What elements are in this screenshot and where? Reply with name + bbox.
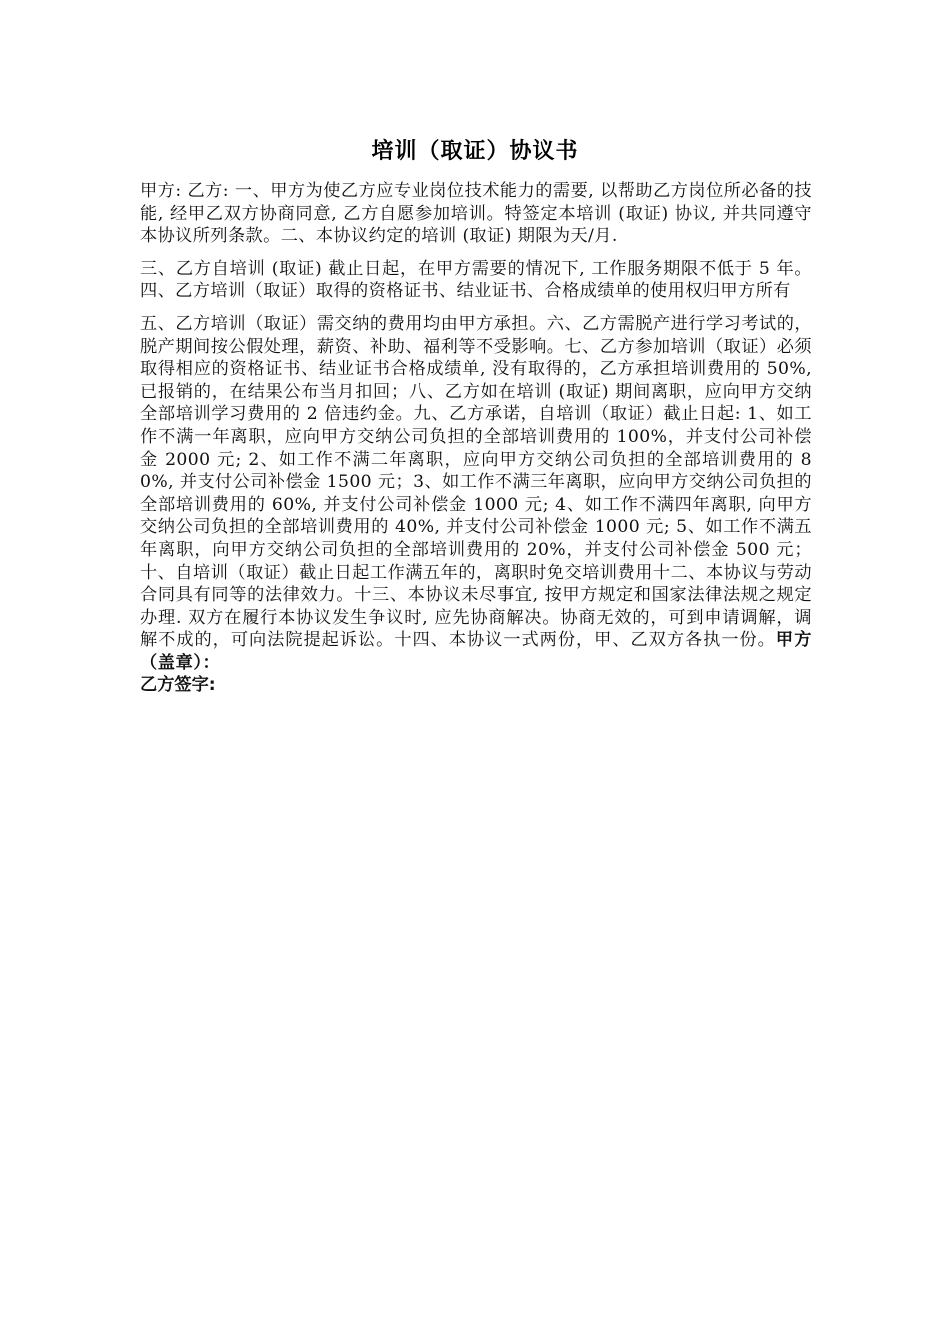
paragraph-3-text: 五、乙方培训（取证）需交纳的费用均由甲方承担。六、乙方需脱产进行学习考试的，脱产期间按公假处理，薪资、补助、福利等不受影响。七、乙方参加培训（取证）必须取得相应的资格证书、结业证书合格成绩单, 没有取得的，乙方承担培训费用的 50%, 已报销的，在结果公布当月扣回；八、乙方如在培训 (取证) 期间离职，应向甲方交纳全部培训学习费用的 2 倍违约金。九、乙方承诺，自培训（取证）截止日起: 1、如工作不满一年离职，应向甲方交纳公司负担的全部培训费用的 100%，并支付公司补偿金 2000 元; 2、如工作不满二年离职，应向甲方交纳公司负担的全部培训费用的 80%, 并支付公司补偿金 1500 元；3、如工作不满三年离职，应向甲方交纳公司负担的全部培训费用的 60%, 并支付公司补偿金 1000 元; 4、如工作不满四年离职, 向甲方交纳公司负担的全部培训费用的 40%, 并支付公司补偿金 1000 元; 5、如工作不满五年离职，向甲方交纳公司负担的全部培训费用的 20%，并支付公司补偿金 500 元；十、自培训（取证）截止日起工作满五年的，离职时免交培训费用十二、本协议与劳动合同具有同等的法律效力。十三、本协议未尽事宜, 按甲方规定和国家法律法规之规定办理. 双方在履行本协议发生争议时, 应先协商解决。协商无效的，可到申请调解，调解不成的，可向法院提起诉讼。十四、本协议一式两份，甲、乙双方各执一份。 xyxy=(140,313,812,651)
document-body xyxy=(140,180,812,697)
party-a-seal-label: 甲方（盖章）： xyxy=(140,630,812,673)
document-title: 培训（取证）协议书 xyxy=(371,139,579,164)
paragraph-3 xyxy=(140,313,812,675)
paragraph-2: 三、乙方自培训 (取证) 截止日起，在甲方需要的情况下, 工作服务期限不低于 5 年。四、乙方培训（取证）取得的资格证书、结业证书、合格成绩单的使用权归甲方所有 xyxy=(140,258,812,302)
paragraph-1: 甲方: 乙方: 一、甲方为使乙方应专业岗位技术能力的需要, 以帮助乙方岗位所必备的技能, 经甲乙双方协商同意, 乙方自愿参加培训。特签定本培训 (取证) 协议, 并共同遵守本协议所列条款。二、本协议约定的培训 (取证) 期限为天/月. xyxy=(140,181,812,247)
party-b-sign-label: 乙方签字: xyxy=(140,675,216,696)
